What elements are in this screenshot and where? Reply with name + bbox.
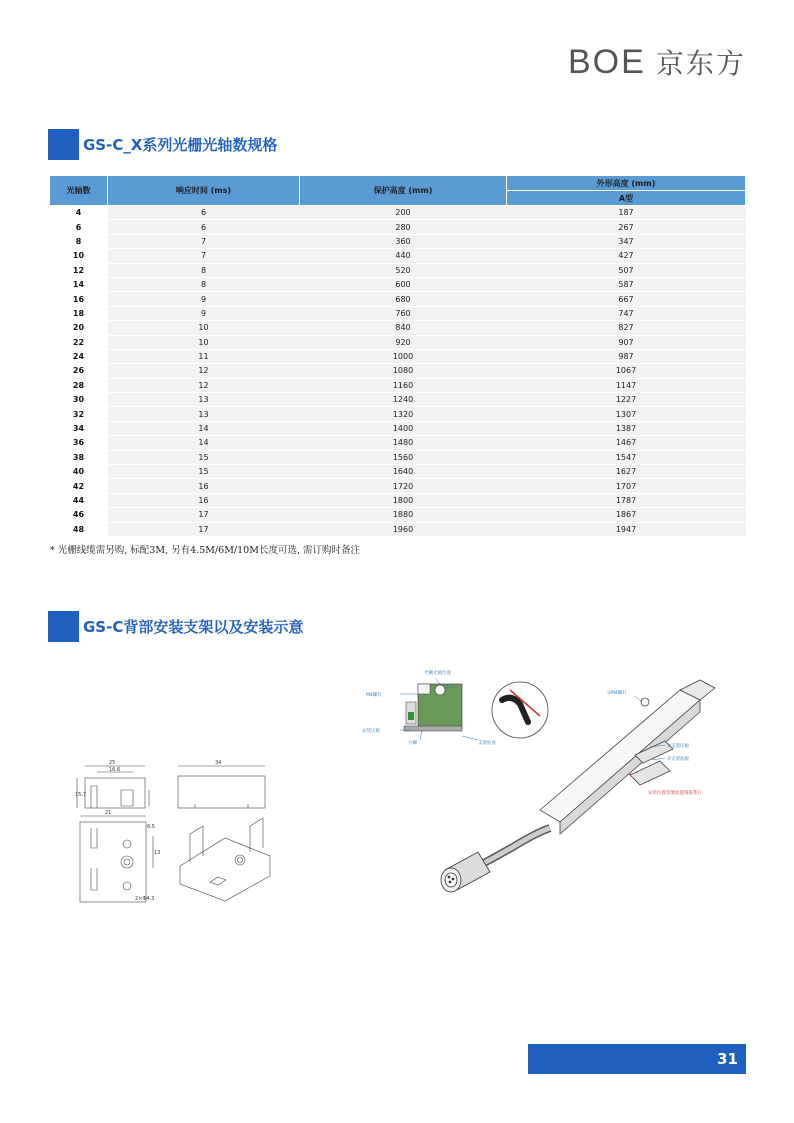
table-row	[50, 465, 746, 479]
cell-axes: 16	[50, 292, 108, 306]
cell-response: 14	[108, 436, 300, 450]
cell-outer: 267	[507, 220, 746, 234]
boe-logo	[568, 44, 746, 80]
cell-outer: 827	[507, 321, 746, 335]
cell-response: 6	[108, 220, 300, 234]
label-3: ③支架底板	[667, 757, 690, 762]
dim-15-7: 15.7	[75, 792, 87, 798]
label-guard-pos: 光栅光轴位置	[424, 671, 451, 676]
cell-response: 13	[108, 393, 300, 407]
cell-outer: 667	[507, 292, 746, 306]
cell-response: 9	[108, 292, 300, 306]
cell-protect: 1400	[300, 421, 507, 435]
cell-outer: 347	[507, 234, 746, 248]
cell-axes: 36	[50, 436, 108, 450]
cell-response: 10	[108, 321, 300, 335]
spec-table-body	[50, 206, 746, 537]
cell-outer: 587	[507, 277, 746, 291]
cell-response: 16	[108, 493, 300, 507]
cell-axes: 32	[50, 407, 108, 421]
section-title-mount: GS-C背部安装支架以及安装示意	[83, 617, 304, 636]
table-row	[50, 277, 746, 291]
cell-response: 7	[108, 249, 300, 263]
table-row	[50, 493, 746, 507]
label-warn: 安装位置需要放置圆胶垫片	[648, 791, 702, 796]
cell-response: 13	[108, 407, 300, 421]
table-row	[50, 292, 746, 306]
cell-outer: 1227	[507, 393, 746, 407]
dim-34: 34	[215, 760, 222, 766]
label-2: ②支架压板	[667, 744, 690, 749]
cell-outer: 1707	[507, 479, 746, 493]
footer-bar	[528, 1044, 746, 1074]
cell-outer: 1147	[507, 378, 746, 392]
cell-protect: 1080	[300, 364, 507, 378]
cell-response: 9	[108, 306, 300, 320]
label-bracket-base: 支架底座	[478, 741, 496, 746]
table-row	[50, 436, 746, 450]
label-m4-left: M4螺钉	[366, 693, 382, 698]
cell-axes: 22	[50, 335, 108, 349]
cell-response: 8	[108, 277, 300, 291]
section-marker	[48, 129, 79, 160]
label-nut: 方螺	[408, 741, 417, 746]
label-dim-small: 5.3	[446, 685, 454, 690]
cell-axes: 48	[50, 522, 108, 536]
dim-13: 13	[154, 850, 161, 856]
cell-outer: 1387	[507, 421, 746, 435]
cell-protect: 200	[300, 206, 507, 220]
cell-response: 15	[108, 465, 300, 479]
table-row	[50, 393, 746, 407]
cell-outer: 747	[507, 306, 746, 320]
cable-note: * 光栅线缆需另购, 标配3M, 另有4.5M/6M/10M长度可选, 需订购时备注	[50, 545, 360, 556]
cell-protect: 680	[300, 292, 507, 306]
cell-axes: 4	[50, 206, 108, 220]
cell-outer: 907	[507, 335, 746, 349]
table-row	[50, 349, 746, 363]
dim-6-5: 6.5	[147, 824, 155, 830]
cell-outer: 1067	[507, 364, 746, 378]
cell-response: 12	[108, 378, 300, 392]
table-row	[50, 479, 746, 493]
cell-protect: 840	[300, 321, 507, 335]
cell-response: 6	[108, 206, 300, 220]
cell-response: 15	[108, 450, 300, 464]
cell-axes: 46	[50, 508, 108, 522]
cell-outer: 987	[507, 349, 746, 363]
cell-protect: 1560	[300, 450, 507, 464]
cell-axes: 6	[50, 220, 108, 234]
cell-protect: 1880	[300, 508, 507, 522]
table-row	[50, 249, 746, 263]
cell-axes: 42	[50, 479, 108, 493]
table-row	[50, 321, 746, 335]
table-row	[50, 306, 746, 320]
section-marker	[48, 611, 79, 642]
cell-axes: 30	[50, 393, 108, 407]
cell-outer: 1627	[507, 465, 746, 479]
cell-axes: 12	[50, 263, 108, 277]
cell-response: 11	[108, 349, 300, 363]
cell-protect: 1640	[300, 465, 507, 479]
header-outer-sub: A型	[507, 191, 746, 206]
logo-chinese: 京东方	[655, 47, 746, 80]
table-row	[50, 522, 746, 536]
header-protect: 保护高度 (mm)	[300, 176, 507, 206]
cell-protect: 520	[300, 263, 507, 277]
cell-protect: 280	[300, 220, 507, 234]
cell-protect: 1320	[300, 407, 507, 421]
cell-axes: 14	[50, 277, 108, 291]
cell-axes: 44	[50, 493, 108, 507]
cell-response: 8	[108, 263, 300, 277]
cell-axes: 26	[50, 364, 108, 378]
table-row	[50, 206, 746, 220]
dim-21: 21	[105, 810, 112, 816]
table-row	[50, 234, 746, 248]
cell-protect: 1480	[300, 436, 507, 450]
cell-response: 16	[108, 479, 300, 493]
table-row	[50, 263, 746, 277]
cell-response: 17	[108, 522, 300, 536]
cell-protect: 360	[300, 234, 507, 248]
cell-outer: 1947	[507, 522, 746, 536]
cell-axes: 38	[50, 450, 108, 464]
install-diagram	[360, 660, 745, 900]
cell-protect: 1720	[300, 479, 507, 493]
label-m4-right: ①M4螺钉	[607, 691, 627, 696]
spec-table	[49, 175, 746, 537]
section-heading-mount	[48, 610, 303, 642]
cell-protect: 600	[300, 277, 507, 291]
cell-outer: 507	[507, 263, 746, 277]
section-title-spec: GS-C_X系列光栅光轴数规格	[83, 135, 278, 154]
header-response: 响应时间 (ms)	[108, 176, 300, 206]
header-outer: 外形高度 (mm)	[507, 176, 746, 191]
cell-protect: 1240	[300, 393, 507, 407]
cell-response: 10	[108, 335, 300, 349]
label-bracket-press: 安装压板	[362, 729, 380, 734]
table-row	[50, 450, 746, 464]
section-heading-spec	[48, 128, 277, 160]
cell-protect: 1960	[300, 522, 507, 536]
cell-axes: 10	[50, 249, 108, 263]
table-row	[50, 421, 746, 435]
cell-protect: 440	[300, 249, 507, 263]
table-row	[50, 364, 746, 378]
cell-outer: 1467	[507, 436, 746, 450]
cell-outer: 427	[507, 249, 746, 263]
table-row	[50, 220, 746, 234]
bracket-drawing	[75, 756, 280, 906]
cell-protect: 1000	[300, 349, 507, 363]
table-row	[50, 335, 746, 349]
cell-response: 12	[108, 364, 300, 378]
cell-response: 17	[108, 508, 300, 522]
cell-protect: 1800	[300, 493, 507, 507]
cell-outer: 1307	[507, 407, 746, 421]
table-row	[50, 407, 746, 421]
cell-outer: 1547	[507, 450, 746, 464]
cell-protect: 920	[300, 335, 507, 349]
header-axes: 光轴数	[50, 176, 108, 206]
cell-outer: 1867	[507, 508, 746, 522]
cell-axes: 20	[50, 321, 108, 335]
table-row	[50, 378, 746, 392]
dim-16-6: 16.6	[109, 767, 121, 773]
cell-axes: 18	[50, 306, 108, 320]
cell-axes: 34	[50, 421, 108, 435]
page-number: 31	[717, 1050, 738, 1068]
dim-holes: 2×Φ4.3	[135, 896, 155, 902]
cell-outer: 1787	[507, 493, 746, 507]
cell-outer: 187	[507, 206, 746, 220]
cell-response: 14	[108, 421, 300, 435]
cell-response: 7	[108, 234, 300, 248]
cell-protect: 760	[300, 306, 507, 320]
cell-axes: 28	[50, 378, 108, 392]
cell-axes: 24	[50, 349, 108, 363]
logo-latin: BOE	[568, 42, 646, 81]
dim-25: 25	[109, 760, 116, 766]
cell-axes: 8	[50, 234, 108, 248]
cell-axes: 40	[50, 465, 108, 479]
cell-protect: 1160	[300, 378, 507, 392]
table-row	[50, 508, 746, 522]
